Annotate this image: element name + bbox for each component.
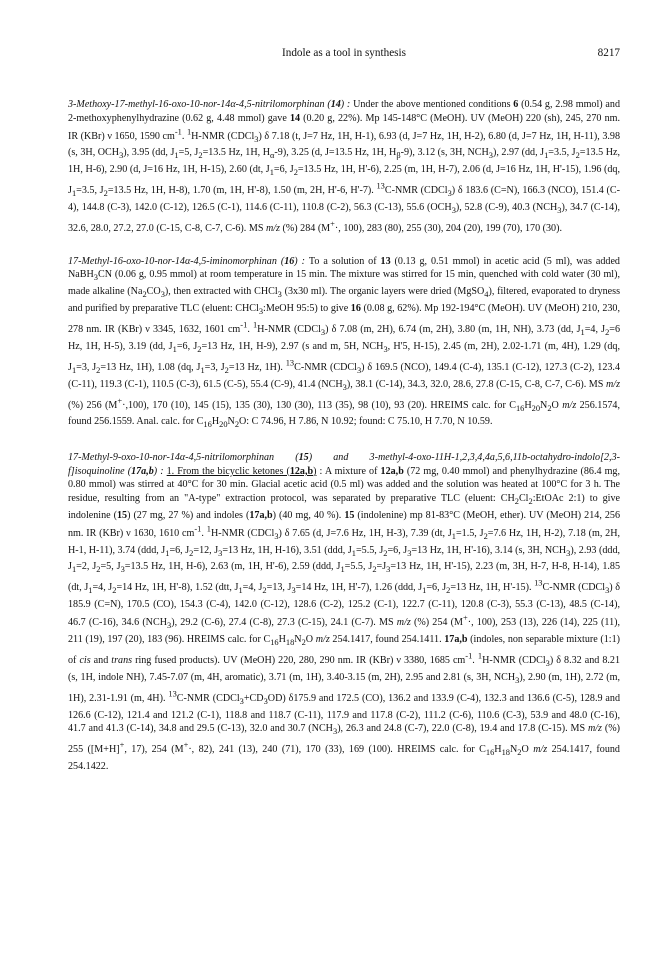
compound-14-paragraph: [68, 98, 620, 236]
compound-15-17-text: 1. From the bicyclic ketones (12a,b) : A mixture of 12a,b (72 mg, 0.40 mmol) and phenylhydrazine (86.4 mg, 0.80 mmol) was stirred at 40°C for 30 min. Glacial acetic acid (0.5 ml) was added and the solution was heated at 100°C for 3 h. The residue, resulting from an "A-type" extraction protocol, was separated by preparative TLC (eluent: $CH_2Cl_2:EtOAc$ 2:1) to give indolenine (15) (27 mg, 27 %) and indoles (17a,b) (40 mg, 40 %). 15 (indolenine) mp 81-83°C (MeOH, ether). UV (MeOH) 214, 256 nm. IR (KBr) ν 1630, 1610 $cm^{-1}$. $^1$H-NMR (CDCl$_3$) δ 7.65 (d, J=7.6 Hz, 1H, H-3), 7.39 (dt, $J_1=1.5$, $J_2=7.6$ Hz, 1H, H-2), 7.18 (m, 2H, H-1, H-11), 3.74 (ddd, $J_1=6$, $J_2=12$, $J_3=13$ Hz, 1H, H-16), 3.51 (ddd, $J_1=5.5$, $J_2=6$, $J_3=13$ Hz, 1H, H'-16), 3.14 (s, 3H, $NCH_3$), 2.93 (ddd, $J_1=2$, $J_2=5$, $J_3=13.5$ Hz, 1H, H-6), 2.63 (m, 1H, H'-6), 2.59 (ddd, $J_1=5.5$, $J_2=J_3=13$ Hz, 1H, H'-15), 2.23 (m, 3H, H-7, H-8, H-14), 1.85 (dt, $J_1=4$, $J_2=14$ Hz, 1H, H'-8), 1.52 (dtt, $J_1=4$, $J_2=13$, $J_3=14$ Hz, 1H, H'-7), 1.26 (ddd, $J_1=6$, $J_2=13$ Hz, 1H, H'-15). $^{13}$C-NMR (CDCl$_3$) δ 185.9 (C=N), 170.5 (CO), 154.3 (C-4), 142.0 (C-12), 128.6 (C-2), 125.2 (C-1), 122.7 (C-11), 120.8 (C-3), 55.3 (C-13), 48.5 (C-14), 46.7 (C-16), 34.6 $(NCH_3)$, 29.2 (C-6), 27.4 (C-8), 27.3 (C-15), 24.1 (C-7). MS m/z (%) 254 (M+·, 100), 253 (13), 226 (14), 225 (11), 211 (19), 197 (20), 183 (96). HREIMS calc. for $C_{16}H_{18}N_2O$ m/z 254.1417, found 254.1411. 17a,b (indoles, non separable mixture (1:1) of cis and trans ring fused products). UV (MeOH) 220, 280, 290 nm. IR (KBr) ν 3380, 1685 $cm^{-1}$. $^1$H-NMR (CDCl$_3$) δ 8.32 and 8.21 (s, 1H, indole NH), 7.45-7.07 (m, 4H, aromatic), 3.71 (m, 1H), 3.40-3.15 (m, 2H), 2.95 and 2.81 (s, 3H, $NCH_3$), 2.90 (m, 1H), 2.72 (m, 1H), 2.31-1.91 (m, 4H). $^{13}$C-NMR $(CDCl_3+CD_3OD)$ δ175.9 and 172.5 (CO), 136.2 and 133.9 (C-4), 132.3 and 136.6 (C-5), 128.9 and 126.6 (C-12), 121.4 and 121.2 (C-1), 118.8 and 118.7 (C-11), 117.9 and 117.8 (C-2), 111.2 (C-6), 110.6 (C-3), 53.9 and 48.0 (C-16), 41.7 and 41.3 (C-14), 34.8 and 29.5 (C-13), 32.0 and 30.7 $(NCH_3)$, 26.3 and 24.8 (C-7), 22.0 (C-8), 19.4 and 17.8 (C-15). MS m/z (%) 255 ([M+H]+, 17), 254 (M+·, 82), 241 (13), 240 (71), 170 (33), 169 (100). HREIMS calc. for $C_{16}H_{18}N_2O$ m/z 254.1417, found 254.1422.: [68, 465, 621, 773]
compound-14-heading: 3-Methoxy-17-methyl-16-oxo-10-nor-14α-4,5-nitrilomorphinan (14) :: [68, 99, 354, 110]
compound-15-17-heading: 17-Methyl-9-oxo-10-nor-14α-4,5-nitrilomorphinan (15) and 3-methyl-4-oxo-11H-1,2,3,4,4a,5,6,11b-octahydro-indolo[2,3-f]isoquinoline (17a,b) :: [68, 452, 620, 477]
page-number: 8217: [597, 47, 620, 59]
compound-15-17-paragraph: [68, 451, 620, 774]
compound-16-text: To a solution of 13 (0.13 g, 0.51 mmol) in acetic acid (5 ml), was added NaBH$_3$CN (0.06 g, 0.95 mmol) at room temperature in 15 min. The mixture was stirred for 15 min, quenched with cold water (30 ml), made alkaline $(Na_2CO_3)$, then extracted with CHCl$_3$ (3x30 ml). The organic layers were dried (MgSO$_4$), filtered, evaporated to dryness and purified by preparative TLC (eluent: CHCl$_3$:MeOH 95:5) to give 16 (0.08 g, 62%). Mp 192-194°C (MeOH). UV (MeOH) 210, 230, 278 nm. IR (KBr) ν 3345, 1632, 1601 $cm^{-1}$. $^1$H-NMR (CDCl$_3$) δ 7.08 (m, 2H), 6.74 (m, 2H), 3.80 (m, 1H, NH), 3.73 (dd, $J_1=4$, $J_2=6$ Hz, 1H, H-5), 3.19 (dd, $J_1=6$, $J_2=13$ Hz, 1H, H-9), 2.97 (s and m, 5H, $NCH_3$, H'5, H-15), 2.45 (m, 2H), 2.02-1.71 (m, 4H), 1.29 (dq, $J_1=3$, $J_2=13$ Hz, 1H), 1.08 (dq, $J_1=3$, $J_2=13$ Hz, 1H). $^{13}$C-NMR (CDCl$_3$) δ 169.5 (NCO), 149.4 (C-4), 135.1 (C-12), 127.3 (C-2), 123.4 (C-11), 119.3 (C-1), 110.5 (C-3), 61.5 (C-5), 55.4 (C-9), 41.4 $(NCH_3)$, 38.1 (C-14), 34.3, 32.0, 28.6, 27.8 (C-15, C-8, C-7, C-6). MS m/z (%) 256 (M+·,100), 170 (10), 145 (15), 135 (30), 130 (30), 113 (35), 98 (10), 93 (20). HREIMS calc. for $C_{16}H_{20}N_2O$ m/z 256.1574, found 256.1559. Anal. calc. for $C_{16}H_{20}N_2O$: C 74.96, H 7.86, N 10.92; found: C 75.10, H 7.70, N 10.59.: [68, 255, 621, 430]
experimental-section: [68, 98, 620, 793]
compound-14-text: Under the above mentioned conditions 6 (0.54 g, 2.98 mmol) and 2-methoxyphenylhydrazine (0.62 g, 4.48 mmol) gave 14 (0.20 g, 22%). Mp 145-148°C (MeOH). UV (MeOH) 220 (sh), 245, 270 nm. IR (KBr) ν 1650, 1590 $cm^{-1}$. $^1$H-NMR (CDCl$_3$) δ 7.18 (t, J=7 Hz, 1H, H-1), 6.93 (d, J=7 Hz, 1H, H-2), 6.80 (d, J=7 Hz, 1H, H-11), 3.98 (s, 3H, $OCH_3$), 3.95 (dd, $J_1=5$, $J_2=13.5$ Hz, 1H, $H_\alpha-9$), 3.25 (d, J=13.5 Hz, 1H, $H_\beta-9$), 3.12 (s, 3H, $NCH_3$), 2.97 (dd, $J_1=3.5$, $J_2=13.5$ Hz, 1H, H-6), 2.90 (d, J=16 Hz, 1H, H-15), 2.60 (dt, $J_1=6$, $J_2=13.5$ Hz, 1H, H'-6), 2.25 (m, 1H, H-7), 2.06 (d, J=16 Hz, 1H, H'-15), 1.96 (dq, $J_1=3.5$, $J_2=13.5$ Hz, 1H, H-8), 1.70 (m, 1H, H'-8), 1.50 (m, 2H, H'-6, H'-7). $^{13}$C-NMR (CDCl$_3$) δ 183.6 (C=N), 166.3 (NCO), 151.4 (C-4), 144.8 (C-3), 142.0 (C-12), 126.5 (C-1), 114.6 (C-11), 110.8 (C-2), 56.3 (C-13), 55.6 $(OCH_3)$, 52.8 (C-9), 40.3 $(NCH_3)$, 34.7 (C-14), 32.6, 28.0, 27.2, 27.0 (C-15, C-8, C-7, C-6). MS m/z (%) 284 (M+·, 100), 283 (80), 255 (30), 204 (20), 199 (70), 170 (30).: [68, 99, 621, 235]
page-header: [68, 47, 620, 63]
compound-16-heading: 17-Methyl-16-oxo-10-nor-14α-4,5-iminomorphinan (16) :: [68, 255, 309, 267]
running-title: Indole as a tool in synthesis: [282, 47, 406, 59]
compound-16-paragraph: [68, 255, 620, 432]
